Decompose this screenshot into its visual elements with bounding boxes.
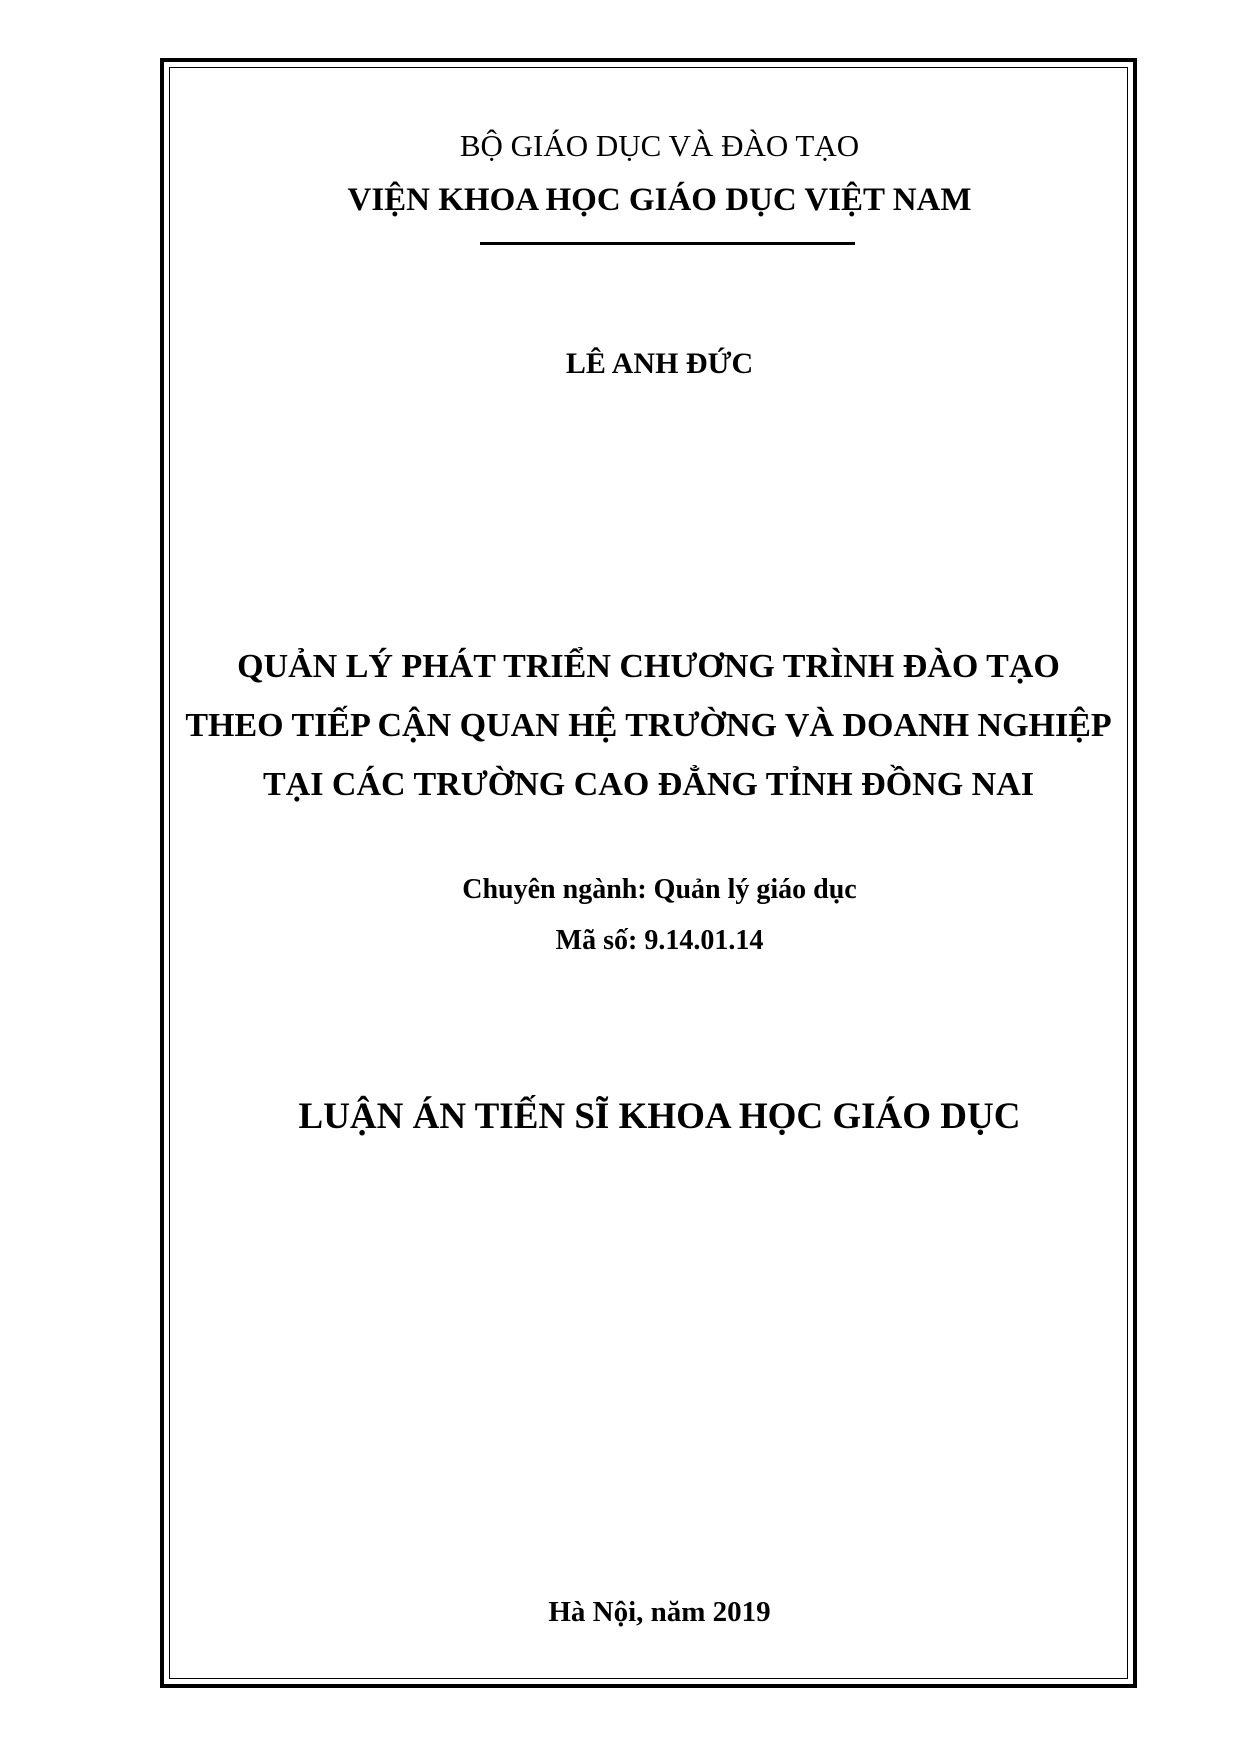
thesis-title-line-1: QUẢN LÝ PHÁT TRIỂN CHƯƠNG TRÌNH ĐÀO TẠO xyxy=(237,648,1060,685)
institute-name: VIỆN KHOA HỌC GIÁO DỤC VIỆT NAM xyxy=(347,182,972,218)
ministry-name: BỘ GIÁO DỤC VÀ ĐÀO TẠO xyxy=(459,128,860,163)
header-divider xyxy=(480,242,855,245)
author-name: LÊ ANH ĐỨC xyxy=(565,347,754,380)
specialization-major: Chuyên ngành: Quản lý giáo dục xyxy=(462,874,857,905)
place-date: Hà Nội, năm 2019 xyxy=(548,1596,771,1628)
page-border-inner xyxy=(169,67,1128,1679)
degree-title: LUẬN ÁN TIẾN SĨ KHOA HỌC GIÁO DỤC xyxy=(298,1096,1021,1137)
thesis-title-line-3: TẠI CÁC TRƯỜNG CAO ĐẲNG TỈNH ĐỒNG NAI xyxy=(262,766,1035,803)
specialization-code: Mã số: 9.14.01.14 xyxy=(555,925,764,956)
thesis-title-line-2: THEO TIẾP CẬN QUAN HỆ TRƯỜNG VÀ DOANH NGHIỆP xyxy=(185,707,1112,744)
